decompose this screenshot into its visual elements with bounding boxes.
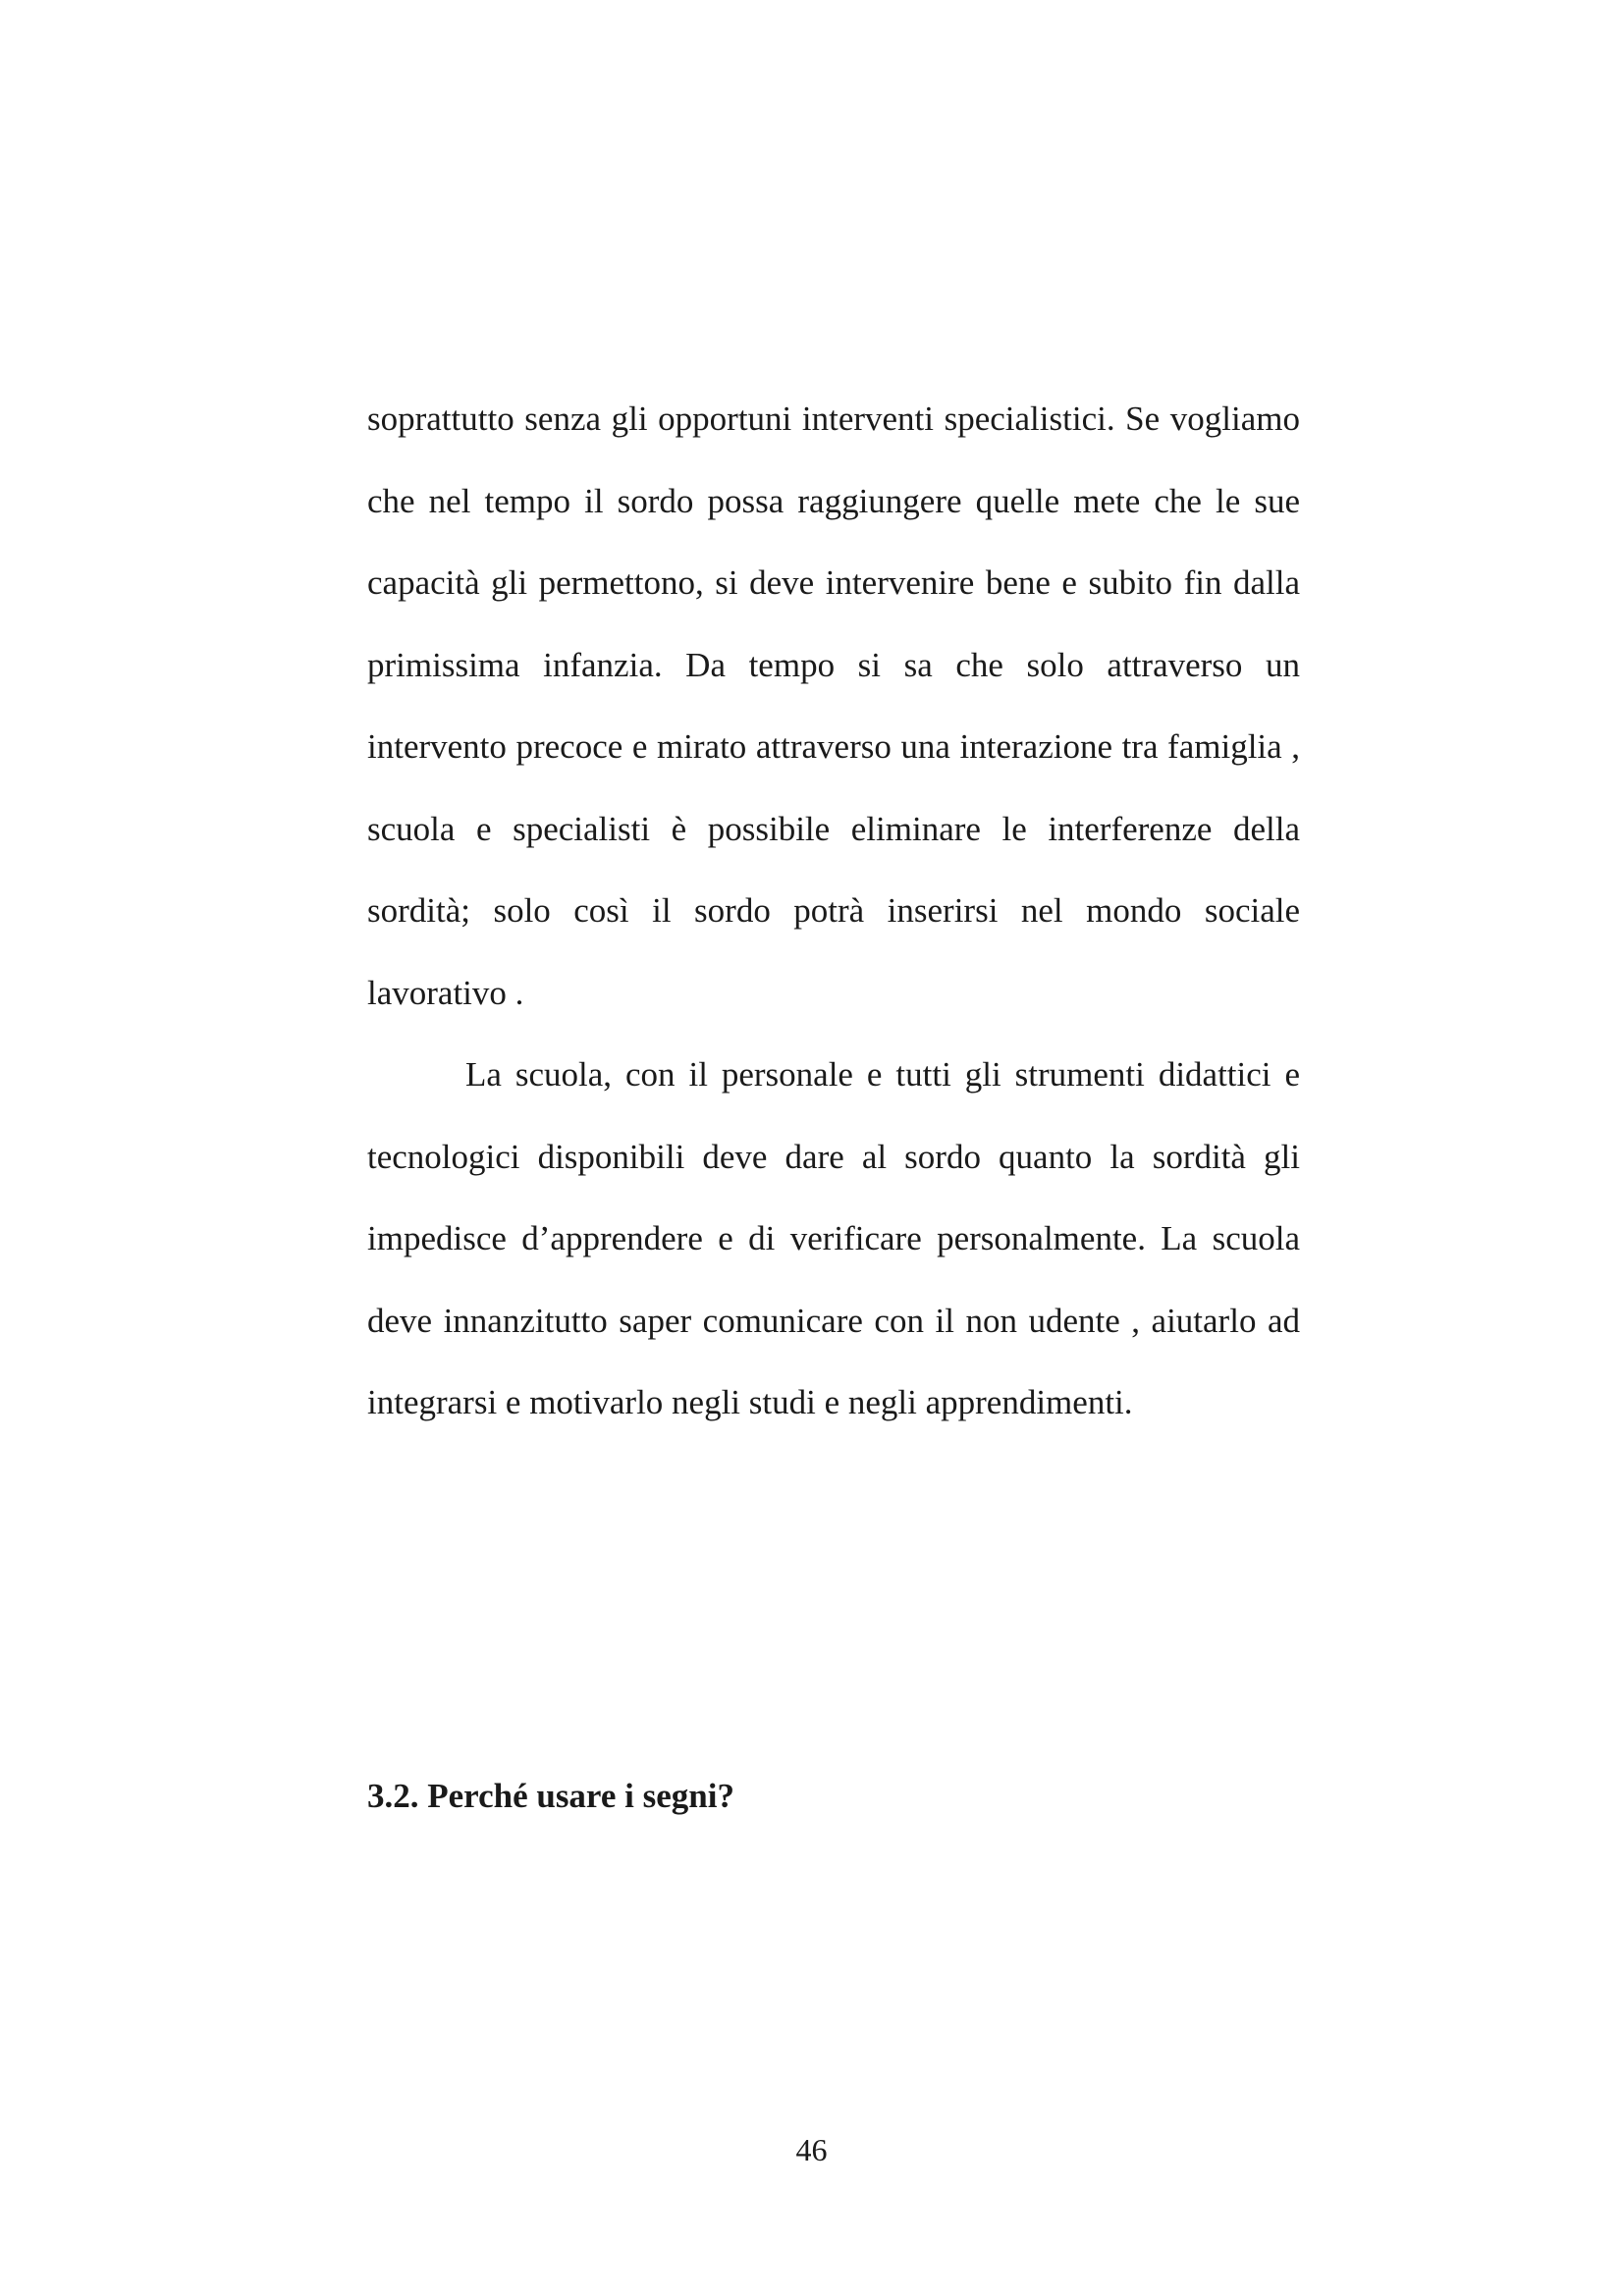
section-heading: 3.2. Perché usare i segni? [367,1777,734,1815]
paragraph-2: La scuola, con il personale e tutti gli strumenti didattici e tecnologici disponibili deve dare al sordo quanto la sordità gli impedisce d’apprendere e di verificare personalmente. La scuola deve innanzitutto saper comunicare con il non udente , aiutarlo ad integrarsi e motivarlo negli studi e negli apprendimenti. [367,1055,1300,1421]
body-text [367,378,1300,1444]
paragraph-1: soprattutto senza gli opportuni interventi specialistici. Se vogliamo che nel tempo il sordo possa raggiungere quelle mete che le sue capacità gli permettono, si deve intervenire bene e subito fin dalla primissima infanzia. Da tempo si sa che solo attraverso un intervento precoce e mirato attraverso una interazione tra famiglia , scuola e specialisti è possibile eliminare le interferenze della sordità; solo così il sordo potrà inserirsi nel mondo sociale lavorativo . [367,400,1300,1012]
page-number: 46 [795,2132,828,2167]
